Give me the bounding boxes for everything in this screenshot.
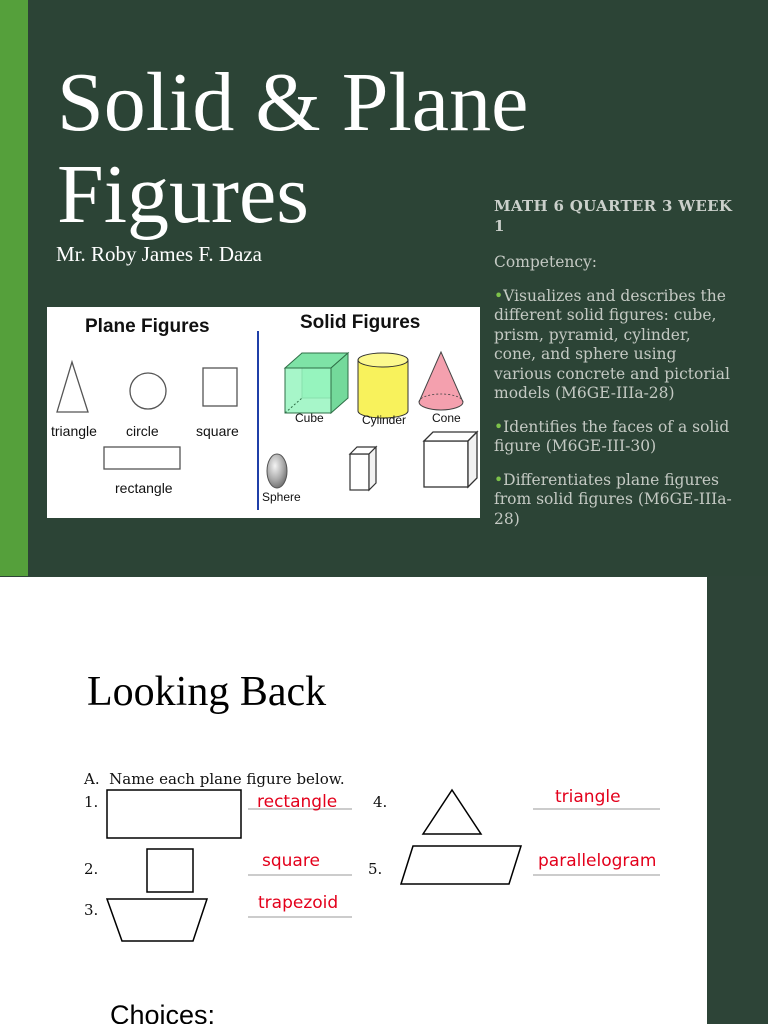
item-number-5: 5.: [368, 860, 383, 878]
item-number-1: 1.: [84, 793, 99, 811]
competency-item: [494, 471, 734, 530]
instruction-text: A. Name each plane figure below.: [84, 770, 345, 788]
answer-2: square: [262, 851, 320, 871]
choices-heading: Choices:: [110, 1000, 216, 1024]
triangle-label: triangle: [51, 423, 97, 439]
item-number-4: 4.: [373, 793, 388, 811]
worksheet-rectangle-shape: [107, 790, 241, 838]
answer-5: parallelogram: [538, 851, 657, 871]
slide-title-line-2: Figures: [57, 148, 309, 241]
sphere-shape: [267, 454, 287, 488]
rectangle-shape: [104, 447, 180, 469]
item-number-3: 3.: [84, 901, 99, 919]
competency-text: Identifies the faces of a solid figure (M6GE-III-30): [494, 417, 730, 455]
week-heading: MATH 6 QUARTER 3 WEEK 1: [494, 197, 733, 235]
sphere-label: Sphere: [262, 490, 301, 504]
prism-shape: [350, 447, 376, 490]
competency-text: Differentiates plane figures from solid figures (M6GE-IIIa-28): [494, 470, 732, 528]
cube-shape: [285, 353, 348, 413]
box-shape: [424, 432, 477, 487]
cylinder-label: Cylinder: [362, 413, 407, 427]
triangle-shape: [57, 362, 88, 412]
worksheet-triangle-shape: [423, 790, 481, 834]
figures-illustration: [47, 307, 480, 518]
circle-label: circle: [126, 423, 159, 439]
plane-solid-figures-image: [47, 307, 480, 518]
worksheet-square-shape: [147, 849, 193, 892]
slide-title-line-1: Solid & Plane: [57, 56, 529, 149]
cube-label: Cube: [295, 411, 324, 425]
square-label: square: [196, 423, 239, 439]
competency-item: [494, 418, 734, 457]
looking-back-slide: [0, 577, 707, 1024]
accent-stripe: [0, 0, 28, 576]
cone-label: Cone: [432, 411, 461, 425]
worksheet-trapezoid-shape: [107, 899, 207, 941]
competency-text: Visualizes and describes the different solid figures: cube, prism, pyramid, cylinder, cone, and sphere using various concrete and pictorial models (M6GE-IIIa-28): [494, 286, 730, 402]
item-number-2: 2.: [84, 860, 99, 878]
answer-3: trapezoid: [258, 893, 339, 913]
competency-item: [494, 287, 734, 404]
competency-label: Competency:: [494, 253, 598, 271]
cylinder-shape: [358, 353, 408, 418]
plane-figures-heading: Plane Figures: [85, 316, 210, 337]
rectangle-label: rectangle: [115, 480, 173, 496]
slide-title: [57, 57, 528, 241]
worksheet-parallelogram-shape: [401, 846, 521, 884]
answer-1: rectangle: [257, 792, 338, 812]
cone-shape: [419, 352, 463, 410]
answer-4: triangle: [555, 787, 621, 807]
solid-figures-heading: Solid Figures: [300, 312, 421, 333]
circle-shape: [130, 373, 166, 409]
looking-back-title: Looking Back: [87, 669, 327, 715]
author-name: Mr. Roby James F. Daza: [56, 242, 262, 266]
square-shape: [203, 368, 237, 406]
competency-panel: [494, 196, 734, 529]
